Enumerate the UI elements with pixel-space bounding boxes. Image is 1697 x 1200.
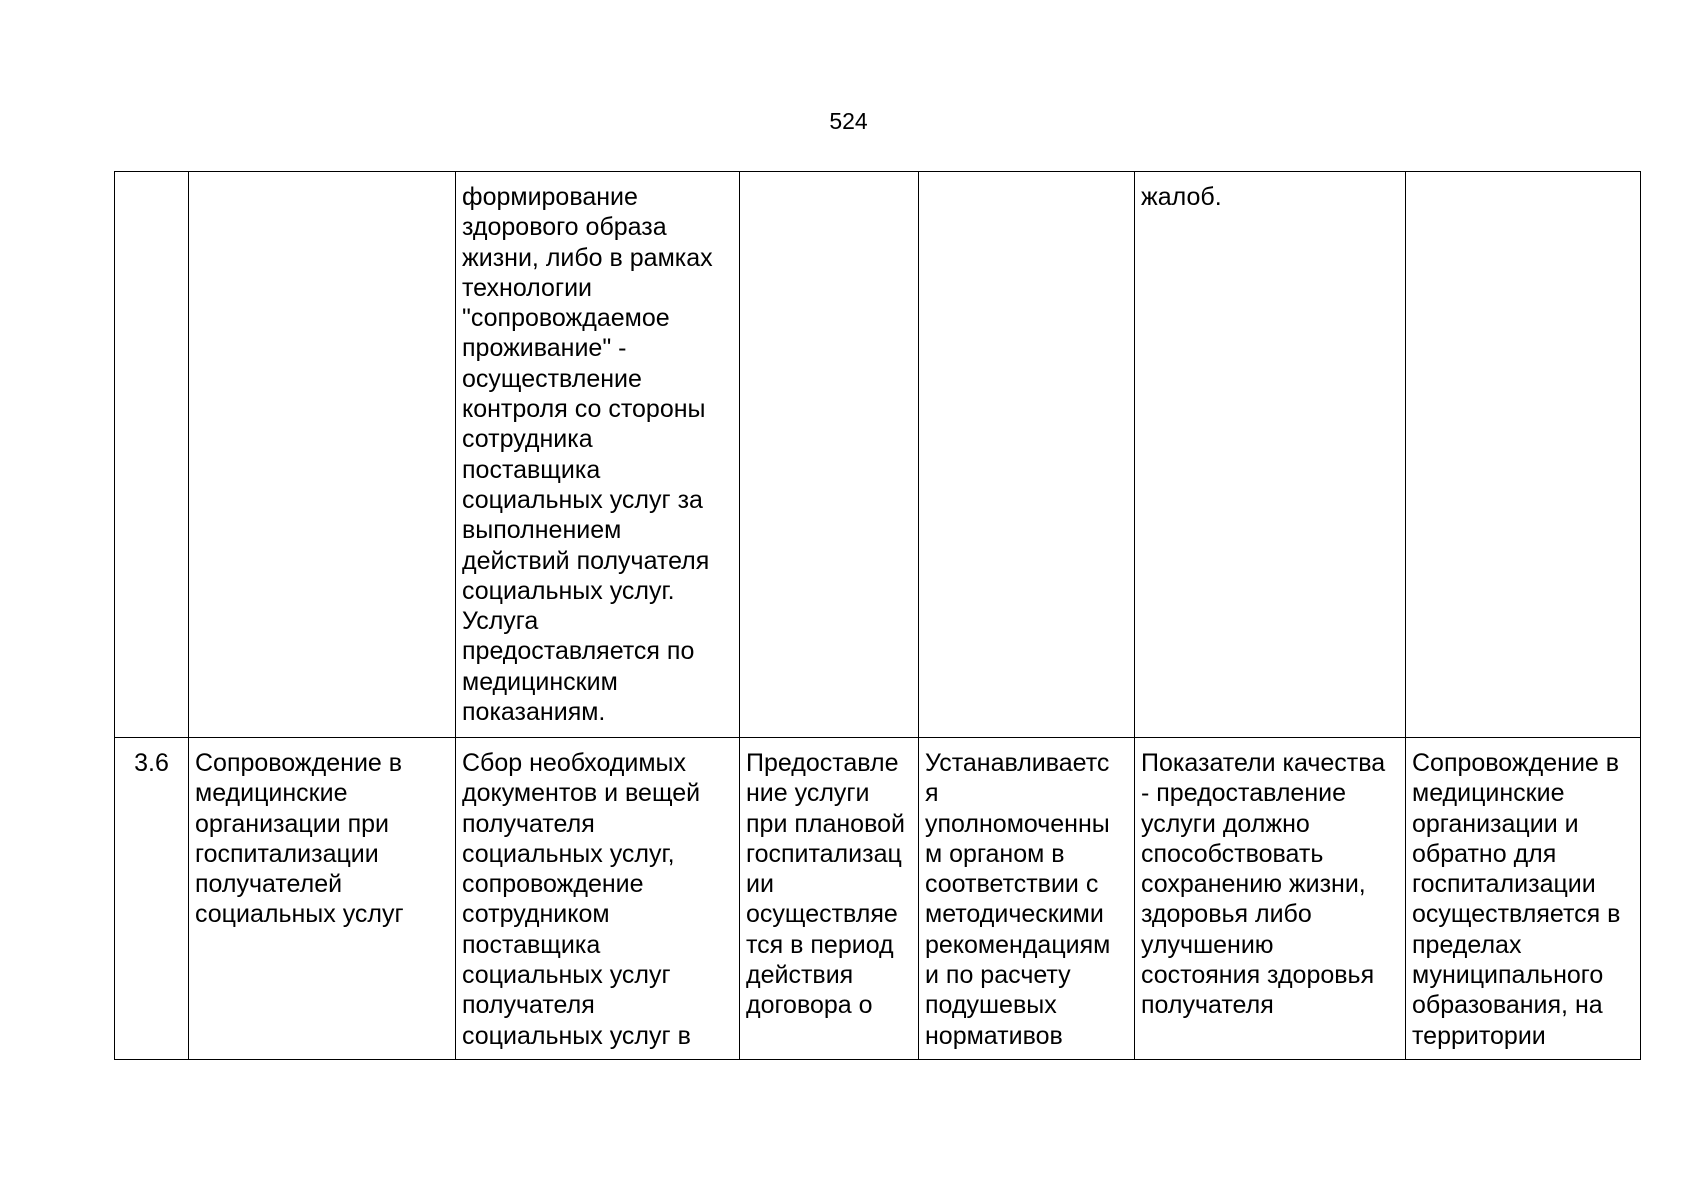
- page-number: 524: [829, 108, 868, 134]
- service-number-cell: 3.6: [115, 738, 189, 1060]
- service-terms-cell: Предоставле ние услуги при плановой госпитализац ии осуществляе тся в период действия договора о: [740, 738, 919, 1060]
- service-quality-cell: Показатели качества - предоставление услуги должно способствовать сохранению жизни, здоровья либо улучшению состояния здоровья получателя: [1135, 738, 1406, 1060]
- service-tariff-cell: [919, 172, 1135, 738]
- service-description-cell: формирование здорового образа жизни, либо в рамках технологии "сопровождаемое проживание" - осуществление контроля со стороны сотрудника поставщика социальных услуг за выполнением действий получателя социальных услуг. Услуга предоставляется по медицинским показаниям.: [456, 172, 740, 738]
- service-description-cell: Сбор необходимых документов и вещей получателя социальных услуг, сопровождение сотрудником поставщика социальных услуг получателя социальных услуг в: [456, 738, 740, 1060]
- service-terms-cell: [740, 172, 919, 738]
- table-row: [115, 738, 1641, 1060]
- service-name-cell: Сопровождение в медицинские организации при госпитализации получателей социальных услуг: [189, 738, 456, 1060]
- table-row: [115, 172, 1641, 738]
- service-conditions-cell: [1406, 172, 1641, 738]
- service-tariff-cell: Устанавливаетс я уполномоченны м органом в соответствии с методическими рекомендациям и по расчету подушевых нормативов: [919, 738, 1135, 1060]
- service-quality-cell: жалоб.: [1135, 172, 1406, 738]
- services-table: [114, 171, 1641, 1060]
- service-number-cell: [115, 172, 189, 738]
- service-name-cell: [189, 172, 456, 738]
- service-conditions-cell: Сопровождение в медицинские организации и обратно для госпитализации осуществляется в пределах муниципального образования, на территории: [1406, 738, 1641, 1060]
